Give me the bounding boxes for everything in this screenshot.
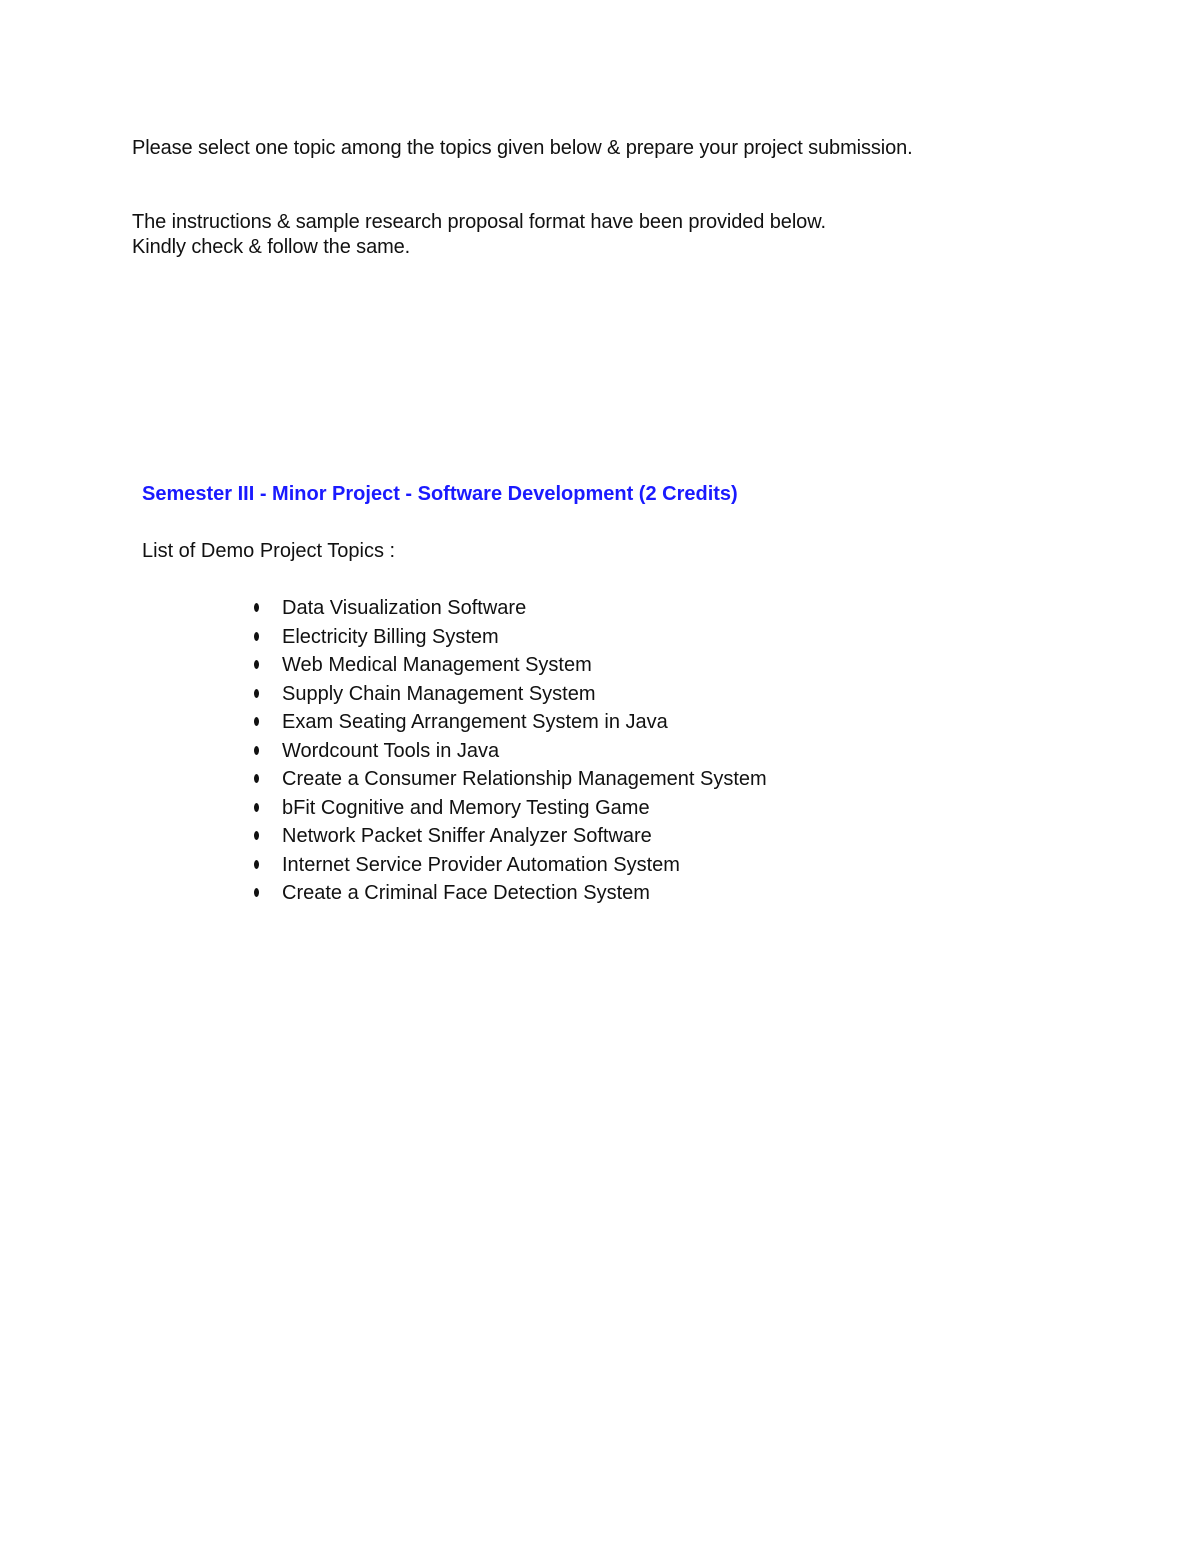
- topic-label: Electricity Billing System: [282, 625, 499, 648]
- section-heading: Semester III - Minor Project - Software Development (2 Credits): [142, 483, 738, 505]
- bullet-icon: [254, 603, 259, 612]
- list-item: [246, 710, 767, 739]
- bullet-icon: [254, 831, 259, 840]
- topic-label: Network Packet Sniffer Analyzer Software: [282, 825, 652, 847]
- intro-text: Please select one topic among the topics given below & prepare your project submission.: [132, 137, 913, 159]
- instructions-line-1: The instructions & sample research proposal format have been provided below.: [132, 211, 826, 233]
- instructions-line-2: Kindly check & follow the same.: [132, 236, 411, 258]
- list-item: [246, 796, 767, 825]
- topic-label: Create a Criminal Face Detection System: [282, 882, 650, 904]
- bullet-icon: [254, 774, 259, 783]
- topic-label: Create a Consumer Relationship Management System: [282, 768, 767, 790]
- topic-label: Supply Chain Management System: [282, 682, 596, 705]
- topic-label: Exam Seating Arrangement System in Java: [282, 711, 668, 733]
- list-item: [246, 824, 767, 853]
- topic-label: Web Medical Management System: [282, 654, 592, 676]
- list-item: [246, 767, 767, 796]
- list-item: [246, 625, 767, 654]
- topic-list-title: List of Demo Project Topics :: [142, 540, 396, 562]
- list-item: [246, 739, 767, 768]
- bullet-icon: [254, 717, 259, 726]
- topic-label: Internet Service Provider Automation System: [282, 853, 680, 876]
- list-item: [246, 682, 767, 711]
- bullet-icon: [254, 860, 259, 869]
- list-item: [246, 853, 767, 882]
- topic-label: bFit Cognitive and Memory Testing Game: [282, 796, 650, 819]
- bullet-icon: [254, 632, 259, 641]
- bullet-icon: [254, 888, 259, 897]
- topic-list: [246, 596, 767, 910]
- topic-label: Wordcount Tools in Java: [282, 739, 500, 762]
- bullet-icon: [254, 803, 259, 812]
- bullet-icon: [254, 660, 259, 669]
- bullet-icon: [254, 689, 259, 698]
- list-item: [246, 653, 767, 682]
- topic-label: Data Visualization Software: [282, 597, 527, 619]
- bullet-icon: [254, 746, 259, 755]
- list-item: [246, 881, 767, 910]
- list-item: [246, 596, 767, 625]
